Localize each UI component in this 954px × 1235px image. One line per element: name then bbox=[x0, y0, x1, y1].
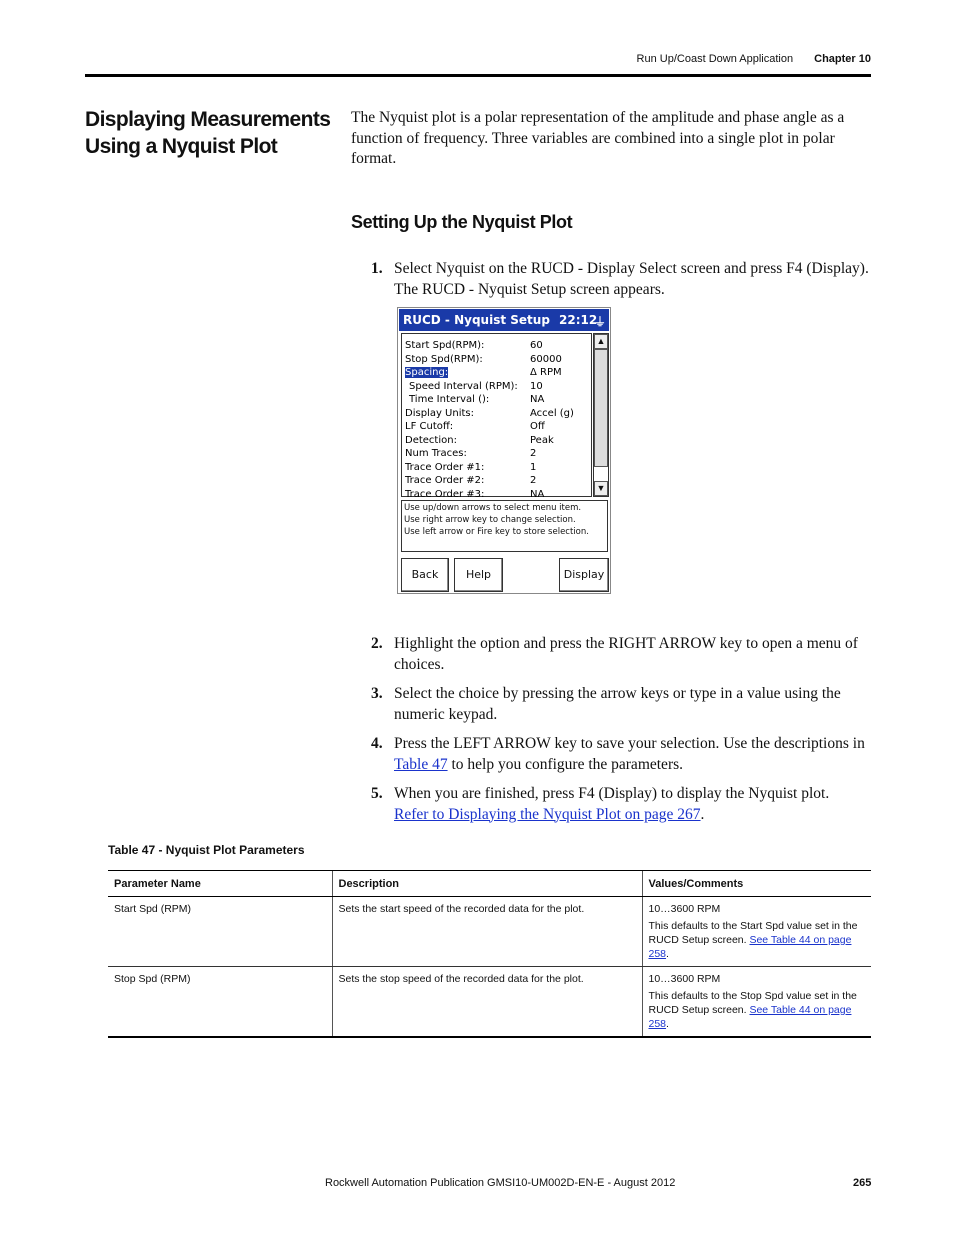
menu-row[interactable]: Display Units: Accel (g) bbox=[405, 408, 574, 419]
section-title: Displaying Measurements Using a Nyquist Plot bbox=[85, 108, 331, 158]
step-text: Highlight the option and press the RIGHT ARROW key to open a menu of choices. bbox=[394, 635, 858, 673]
scroll-down-arrow-icon[interactable]: ▼ bbox=[594, 481, 608, 496]
publication-info: Rockwell Automation Publication GMSI10-UM002D-EN-E - August 2012 bbox=[325, 1177, 676, 1189]
step-1 bbox=[371, 259, 871, 300]
header-rule bbox=[85, 74, 871, 77]
running-header bbox=[637, 53, 871, 65]
table-caption: Table 47 - Nyquist Plot Parameters bbox=[108, 843, 305, 857]
table-row bbox=[108, 967, 871, 1038]
header-section: Run Up/Coast Down Application bbox=[636, 53, 794, 65]
nyquist-plot-page-link[interactable]: Refer to Displaying the Nyquist Plot on page 267 bbox=[394, 805, 701, 823]
subsection-title: Setting Up the Nyquist Plot bbox=[351, 212, 573, 232]
device-title-bar bbox=[399, 309, 609, 331]
back-button[interactable]: Back bbox=[401, 558, 449, 592]
param-name: Stop Spd (RPM) bbox=[108, 967, 332, 1038]
step-3: 3. Select the choice by pressing the arrow keys or type in a value using the numeric keypad. bbox=[371, 684, 871, 725]
scroll-up-arrow-icon[interactable]: ▲ bbox=[594, 334, 608, 349]
step-2: 2. Highlight the option and press the RIGHT ARROW key to open a menu of choices. bbox=[371, 634, 871, 675]
step-text: Select the choice by pressing the arrow keys or type in a value using the numeric keypad. bbox=[394, 685, 841, 723]
param-values: 10…3600 RPM This defaults to the Start Spd value set in the RUCD Setup screen. See Table 44 on page 258. bbox=[642, 897, 871, 967]
column-header: Description bbox=[332, 871, 642, 897]
menu-row[interactable]: Num Traces: 2 bbox=[405, 448, 537, 459]
table-44-link[interactable]: See Table 44 on page 258 bbox=[648, 934, 852, 960]
table-47-link[interactable]: Table 47 bbox=[394, 755, 448, 773]
step-5: 5. When you are finished, press F4 (Display) to display the Nyquist plot. Refer to Displaying the Nyquist Plot on page 267. bbox=[371, 784, 871, 825]
column-header: Values/Comments bbox=[642, 871, 871, 897]
intro-paragraph: The Nyquist plot is a polar representation of the amplitude and phase angle as a function of frequency. Three variables are combined into a single plot in polar format. bbox=[351, 109, 845, 167]
menu-row[interactable]: Trace Order #1: 1 bbox=[405, 462, 537, 473]
menu-row[interactable]: Start Spd(RPM): 60 bbox=[405, 340, 543, 351]
menu-row-selected[interactable]: Spacing: Δ RPM bbox=[405, 367, 562, 378]
menu-row[interactable]: Time Interval (): NA bbox=[409, 394, 545, 405]
display-button[interactable]: Display bbox=[559, 558, 609, 592]
menu-row[interactable]: Trace Order #2: 2 bbox=[405, 475, 537, 486]
device-clock: 22:12 bbox=[559, 313, 598, 327]
page-number: 265 bbox=[853, 1177, 872, 1189]
menu-row[interactable]: Trace Order #3: NA bbox=[405, 489, 545, 500]
table-row bbox=[108, 897, 871, 967]
param-description: Sets the start speed of the recorded data for the plot. bbox=[332, 897, 642, 967]
step-text: Select Nyquist on the RUCD - Display Select screen and press F4 (Display). The RUCD - Nyquist Setup screen appears. bbox=[394, 260, 869, 298]
scroll-thumb[interactable] bbox=[594, 349, 608, 467]
step-text: When you are finished, press F4 (Display) to display the Nyquist plot. Refer to Displaying the Nyquist Plot on page 267. bbox=[394, 785, 830, 823]
parameters-table bbox=[108, 870, 871, 1038]
step-number: 1. bbox=[371, 260, 383, 277]
table-44-link[interactable]: See Table 44 on page 258 bbox=[648, 1004, 852, 1030]
step-4: 4. Press the LEFT ARROW key to save your selection. Use the descriptions in Table 47 to help you configure the parameters. bbox=[371, 734, 871, 775]
param-values: 10…3600 RPM This defaults to the Stop Spd value set in the RUCD Setup screen. See Table 44 on page 258. bbox=[642, 967, 871, 1038]
menu-row[interactable]: Detection: Peak bbox=[405, 435, 554, 446]
help-text-box: Use up/down arrows to select menu item. Use right arrow key to change selection. Use left arrow or Fire key to store selection. bbox=[401, 500, 608, 552]
power-plug-icon: ⏚ bbox=[593, 315, 606, 329]
menu-row[interactable]: Speed Interval (RPM): 10 bbox=[409, 381, 543, 392]
step-text: Press the LEFT ARROW key to save your selection. Use the descriptions in Table 47 to help you configure the parameters. bbox=[394, 735, 865, 773]
device-title: RUCD - Nyquist Setup bbox=[403, 313, 550, 327]
help-button[interactable]: Help bbox=[454, 558, 503, 592]
table-header-row bbox=[108, 871, 871, 897]
menu-row[interactable]: Stop Spd(RPM): 60000 bbox=[405, 354, 562, 365]
header-chapter: Chapter 10 bbox=[814, 53, 871, 65]
setup-menu-list[interactable] bbox=[401, 333, 592, 500]
device-screen bbox=[397, 307, 611, 594]
menu-row[interactable]: LF Cutoff: Off bbox=[405, 421, 545, 432]
param-name: Start Spd (RPM) bbox=[108, 897, 332, 967]
param-description: Sets the stop speed of the recorded data for the plot. bbox=[332, 967, 642, 1038]
column-header: Parameter Name bbox=[108, 871, 332, 897]
scrollbar[interactable] bbox=[593, 333, 609, 497]
